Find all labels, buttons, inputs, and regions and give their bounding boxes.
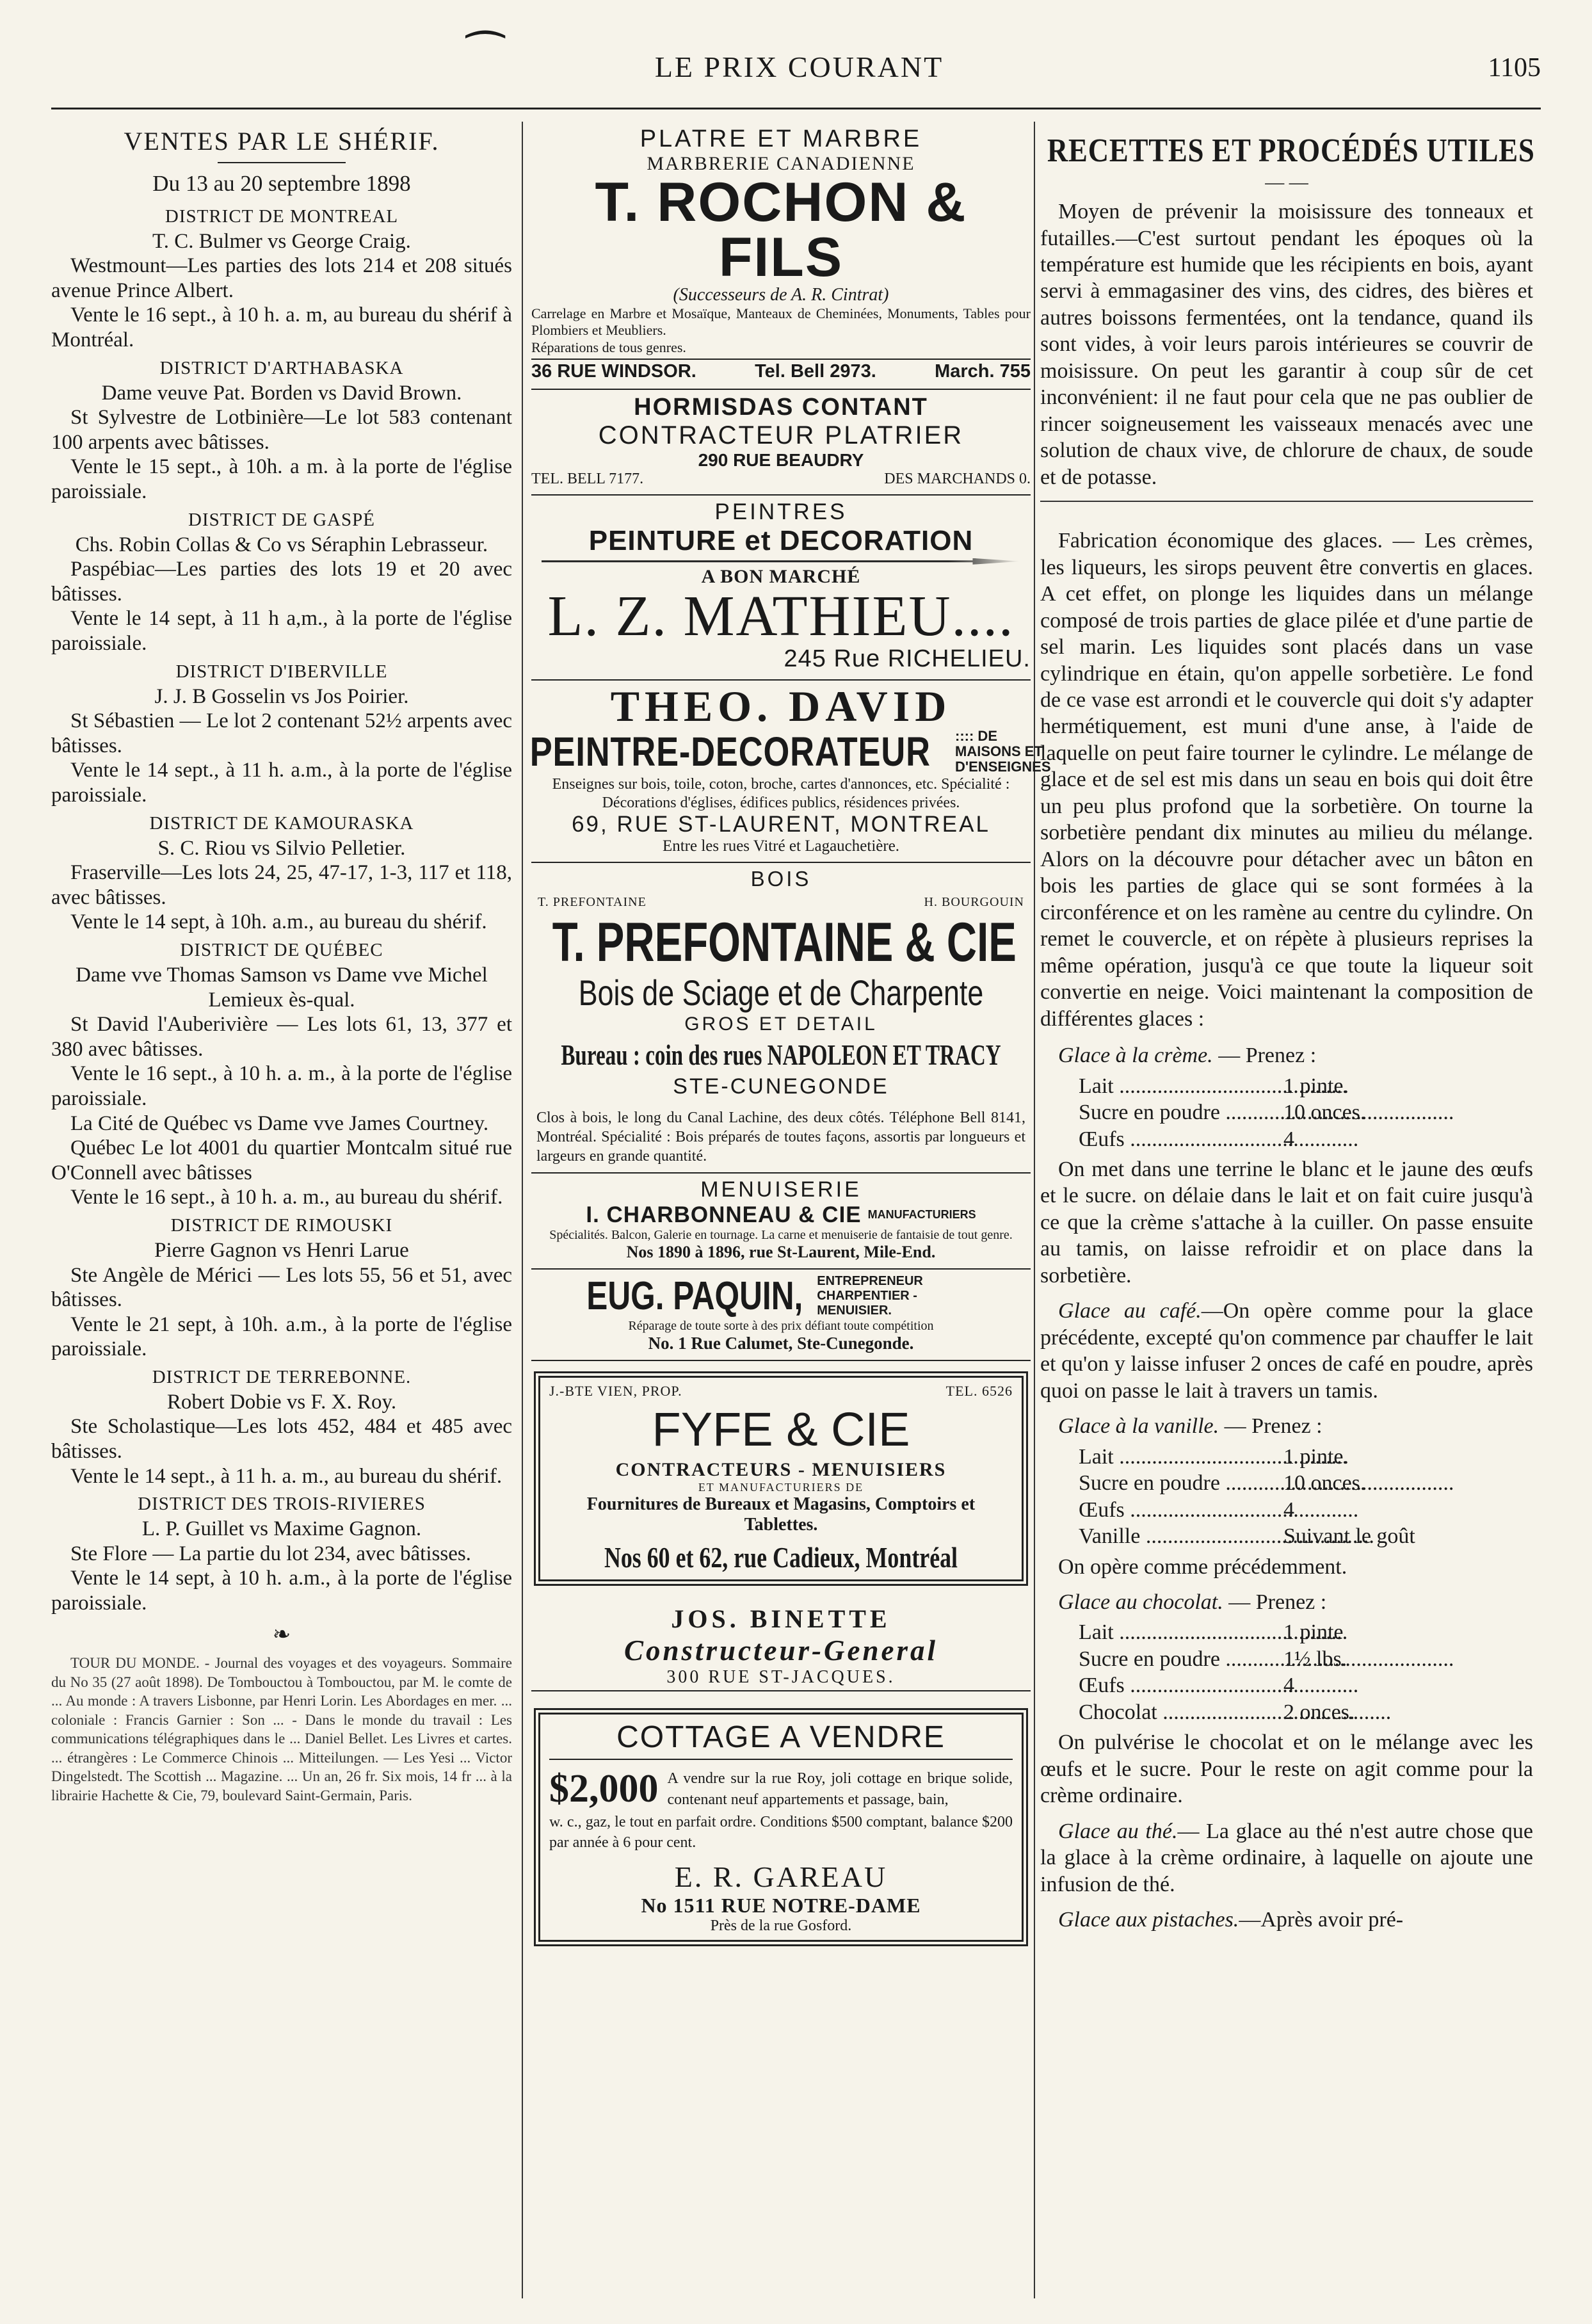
sale-detail: St Sylvestre de Lotbinière—Le lot 583 contenant 100 arpents avec bâtisses. xyxy=(51,406,512,454)
ingredient-quantity: 4 xyxy=(1283,1674,1294,1698)
ingredient-row xyxy=(1079,1444,1533,1470)
case-parties: Dame veuve Pat. Borden vs David Brown. xyxy=(101,381,462,405)
ad-contant-phones xyxy=(531,471,1031,488)
ad-rochon-contact xyxy=(531,359,1031,382)
ad-binette-name: JOS. BINETTE xyxy=(671,1604,891,1634)
partner-left: T. PREFONTAINE xyxy=(538,895,647,910)
the-text: — La glace au thé n'est autre chose que la glace à la crème ordinaire, à laquelle on ajoute une infusion de thé. xyxy=(1040,1819,1533,1896)
ad-contant-trade: CONTRACTEUR PLATRIER xyxy=(598,421,964,449)
recipes-heading: RECETTES ET PROCÉDÉS UTILES xyxy=(1047,133,1535,169)
ad-charbonneau xyxy=(531,1174,1031,1270)
case-parties: L. P. Guillet vs Maxime Gagnon. xyxy=(141,1517,422,1541)
ingredient-name: Sucre en poudre ..... xyxy=(1079,1470,1283,1496)
sale-detail: Vente le 14 sept, à 10 h. a.m., à la porte de l'église paroissiale. xyxy=(51,1567,512,1615)
ad-rochon-address: 36 RUE WINDSOR. xyxy=(531,360,696,382)
sale-detail: Vente le 14 sept, à 10h. a.m., au bureau du shérif. xyxy=(70,910,487,934)
ad-rochon-successors: (Successeurs de A. R. Cintrat) xyxy=(673,285,889,305)
district-heading: DISTRICT DE TERREBONNE. xyxy=(152,1366,412,1387)
column-rule-1 xyxy=(522,122,523,2298)
creme-ingredients xyxy=(1079,1073,1533,1152)
ad-contant xyxy=(531,390,1031,496)
district-heading: DISTRICT DE RIMOUSKI xyxy=(170,1214,393,1236)
ingredient-row xyxy=(1079,1497,1533,1523)
ad-cottage xyxy=(534,1708,1028,1946)
ad-mathieu-name: L. Z. MATHIEU.... xyxy=(547,584,1015,648)
vanille-title: Glace à la vanille. xyxy=(1058,1414,1219,1439)
ad-cottage-title: COTTAGE A VENDRE xyxy=(549,1720,1013,1760)
ad-prefontaine-desc: Clos à bois, le long du Canal Lachine, des deux côtés. Téléphone Bell 8141, Montréal. Spécialité : Bois préparés de toutes façons, assortis par longueurs et largeurs en grande quantité. xyxy=(536,1109,1025,1165)
ingredient-name: Œufs ..... xyxy=(1079,1497,1283,1523)
ad-prefontaine-partners xyxy=(538,895,1024,910)
ad-fyfe-address: Nos 60 et 62, rue Cadieux, Montréal xyxy=(604,1541,958,1574)
ingredient-quantity: 1½ lbs. xyxy=(1283,1647,1347,1671)
case-parties: Chs. Robin Collas & Co vs Séraphin Lebrasseur. xyxy=(75,533,488,556)
ingredient-row xyxy=(1079,1619,1533,1645)
pistache-title: Glace aux pistaches. xyxy=(1058,1908,1239,1932)
ingredient-quantity: 10 onces. xyxy=(1283,1471,1366,1496)
ingredient-quantity: 4 xyxy=(1283,1127,1294,1151)
ad-david-name: THEO. DAVID xyxy=(610,681,952,730)
ingredient-quantity: 1 pinte. xyxy=(1283,1074,1349,1098)
case-parties: Pierre Gagnon vs Henri Larue xyxy=(154,1238,409,1262)
ad-rochon-desc: Carrelage en Marbre et Mosaïque, Manteaux de Cheminées, Monuments, Tables pour Plombiers et Meubliers. xyxy=(531,305,1031,339)
case-parties: J. J. B Gosselin vs Jos Poirier. xyxy=(154,684,409,708)
ad-rochon-repairs: Réparations de tous genres. xyxy=(531,339,686,355)
partner-right: H. BOURGOUIN xyxy=(924,895,1024,910)
sale-detail: Vente le 14 sept, à 11 h a,m., à la porte de l'église paroissiale. xyxy=(51,607,512,656)
ad-prefontaine xyxy=(531,863,1031,1173)
vanille-after: On opère comme précédemment. xyxy=(1058,1554,1347,1579)
sale-detail: St David l'Auberivière — Les lots 61, 13, 377 et 380 avec bâtisses. xyxy=(51,1013,512,1061)
ad-contant-name: HORMISDAS CONTANT xyxy=(634,393,928,421)
cafe-paragraph xyxy=(1040,1298,1533,1404)
ad-binette-trade: Constructeur-General xyxy=(623,1634,938,1667)
ingredient-row xyxy=(1079,1099,1533,1126)
vanille-heading xyxy=(1040,1413,1533,1439)
case-parties: Robert Dobie vs F. X. Roy. xyxy=(166,1390,397,1414)
district-heading: DISTRICT D'ARTHABASKA xyxy=(159,357,404,378)
chocolat-title: Glace au chocolat. xyxy=(1058,1590,1223,1614)
ad-mathieu-tagline: A BON MARCHÉ xyxy=(701,565,861,587)
chocolat-heading xyxy=(1040,1589,1533,1615)
ad-paquin-name: EUG. PAQUIN, xyxy=(586,1273,803,1318)
ingredient-row xyxy=(1079,1646,1533,1672)
district-heading: DISTRICT DES TROIS-RIVIERES xyxy=(138,1494,426,1515)
ingredient-name: Œufs ..... xyxy=(1079,1126,1283,1152)
ad-david xyxy=(529,681,1051,864)
sale-detail: Vente le 16 sept., à 10 h. a. m, au bureau du shérif à Montréal. xyxy=(51,303,512,352)
ad-prefontaine-place: STE-CUNEGONDE xyxy=(673,1074,889,1099)
sale-detail: Vente le 21 sept, à 10h. a.m., à la porte de l'église paroissiale. xyxy=(51,1312,512,1361)
journal-title: LE PRIX COURANT xyxy=(654,51,944,83)
arrow-rule xyxy=(542,558,1021,565)
ad-rochon-subtitle: MARBRERIE CANADIENNE xyxy=(647,153,915,174)
ingredient-row xyxy=(1079,1126,1533,1152)
cafe-text: —On opère comme pour la glace précédente, excepté qu'on commence par chauffer le lait et qu'on y laisse infuser 2 onces de café en poudre, après quoi on passe le lait à travers un tamis. xyxy=(1040,1299,1533,1403)
ingredient-name: Œufs ..... xyxy=(1079,1672,1283,1699)
column-rule-2 xyxy=(1034,122,1035,2298)
district-heading: DISTRICT D'IBERVILLE xyxy=(175,661,388,682)
ad-cottage-text2: w. c., gaz, le tout en parfait ordre. Conditions $500 comptant, balance $200 par année à 6 pour cent. xyxy=(549,1814,1013,1852)
ingredient-quantity: 1 pinte xyxy=(1283,1620,1344,1645)
sale-detail: Québec Le lot 4001 du quartier Montcalm situé rue O'Connell avec bâtisses xyxy=(51,1136,512,1184)
ingredient-quantity: 10 onces. xyxy=(1283,1101,1366,1125)
running-head xyxy=(58,33,1541,95)
ad-prefontaine-name: T. PREFONTAINE & CIE xyxy=(552,912,1017,974)
pistache-text: —Après avoir pré- xyxy=(1239,1908,1404,1932)
sale-detail: Vente le 14 sept., à 11 h. a.m., à la porte de l'église paroissiale. xyxy=(51,759,512,807)
ad-prefontaine-product: Bois de Sciage et de Charpente xyxy=(578,972,984,1013)
the-title: Glace au thé. xyxy=(1058,1819,1178,1843)
district-heading: DISTRICT DE MONTREAL xyxy=(165,206,399,227)
case-parties: T. C. Bulmer vs George Craig. xyxy=(152,229,411,253)
creme-lead: — Prenez : xyxy=(1218,1044,1317,1068)
ad-fyfe-toprow xyxy=(549,1383,1013,1400)
district-heading: DISTRICT DE GASPÉ xyxy=(188,509,375,530)
ad-david-cross-streets: Entre les rues Vitré et Lagauchetière. xyxy=(662,837,900,855)
ad-charbonneau-side: MANUFACTURIERS xyxy=(867,1208,976,1222)
ad-fyfe-trade: CONTRACTEURS - MENUISIERS xyxy=(615,1458,947,1480)
ingredient-quantity: Suivant le goût xyxy=(1283,1524,1415,1549)
ad-mathieu-address: 245 Rue RICHELIEU. xyxy=(784,645,1031,672)
ad-fyfe-desc: Fournitures de Bureaux et Magasins, Comptoirs et Tablettes. xyxy=(586,1494,976,1535)
cafe-title: Glace au café. xyxy=(1058,1299,1202,1323)
ad-charbonneau-name-row xyxy=(531,1202,1031,1228)
sheriff-sales-column xyxy=(51,122,512,2305)
ad-fyfe-tel: TEL. 6526 xyxy=(945,1382,1013,1399)
chocolat-ingredients xyxy=(1079,1619,1533,1725)
ad-paquin xyxy=(531,1270,1031,1361)
ad-paquin-name-row xyxy=(531,1273,1031,1319)
ad-rochon-category: PLATRE ET MARBRE xyxy=(639,125,922,152)
creme-heading xyxy=(1040,1042,1533,1069)
recipe-ice-intro: Fabrication économique des glaces. — Les crèmes, les liqueurs, les sirops peuvent être convertis en glaces. A cet effet, on plonge les liquides dans un mélange composé de trois parties de glace pilée et d'une partie de sel marin. Les liquides sont placés dans un vase cylindrique en étain, qu'on appelle sorbetière. Le fond de ce vase est arrondi et le couvercle qui doit s'y adapter hermétiquement, est muni d'une anse, à l'aide de laquelle on peut faire tourner le cylindre. Le mélange de glace et de sel est mis dans un seau en bois qui doit être un peu plus profond que la sorbetière. On tourne la sorbetière pendant dix minutes au milieu du mélange. Alors on la découvre pour détacher avec un bâton en bois les parties de glace qui se sont formées à la circonférence et on les ramène au centre du cylindre. On remet le couvercle, et on répète à plusieurs reprises la même opération, jusqu'à ce que toute la liqueur soit convertie en neige. Voici maintenant la composition de différentes glaces : xyxy=(1040,529,1533,1031)
ad-rochon-name: T. ROCHON & FILS xyxy=(595,172,967,288)
ad-binette xyxy=(531,1596,1031,1698)
sale-detail: St Sébastien — Le lot 2 contenant 52½ arpents avec bâtisses. xyxy=(51,709,512,757)
ad-cottage-body xyxy=(549,1766,1013,1812)
ad-cottage-near: Près de la rue Gosford. xyxy=(710,1917,852,1934)
ad-rochon-march: March. 755 xyxy=(935,360,1031,382)
ad-prefontaine-wholesale: GROS ET DETAIL xyxy=(684,1013,878,1035)
sale-detail: Westmount—Les parties des lots 214 et 208 situés avenue Prince Albert. xyxy=(51,254,512,302)
short-rule xyxy=(218,162,346,163)
ad-fyfe-owner: J.-BTE VIEN, PROP. xyxy=(549,1382,682,1399)
ingredient-name: Vanille ..... xyxy=(1079,1523,1283,1549)
ingredient-name: Lait ..... xyxy=(1079,1073,1283,1099)
ad-fyfe-name: FYFE & CIE xyxy=(652,1402,910,1456)
ingredient-name: Sucre en poudre ..... xyxy=(1079,1099,1283,1126)
ingredient-quantity: 4 xyxy=(1283,1497,1294,1522)
ornament-mark: ⁀ xyxy=(467,33,504,83)
district-list xyxy=(51,206,512,1616)
ad-charbonneau-category: MENUISERIE xyxy=(700,1177,862,1202)
ad-paquin-address: No. 1 Rue Calumet, Ste-Cunegonde. xyxy=(648,1333,914,1353)
ad-contant-tel: TEL. BELL 7177. xyxy=(531,470,644,487)
ad-cottage-address: No 1511 RUE NOTRE-DAME xyxy=(641,1893,921,1917)
ad-fyfe-mfg: ET MANUFACTURIERS DE xyxy=(698,1480,864,1494)
ad-david-trade-row xyxy=(529,727,1051,775)
ad-paquin-desc: Réparage de toute sorte à des prix défiant toute compétition xyxy=(628,1318,934,1333)
case-parties: S. C. Riou vs Silvio Pelletier. xyxy=(157,836,406,860)
sale-detail: Ste Angèle de Mérici — Les lots 55, 56 et 51, avec bâtisses. xyxy=(51,1263,512,1312)
ad-rochon-tel: Tel. Bell 2973. xyxy=(755,360,876,382)
sale-detail: Paspébiac—Les parties des lots 19 et 20 avec bâtisses. xyxy=(51,558,512,606)
sheriff-sales-heading: VENTES PAR LE SHÉRIF. xyxy=(124,127,440,156)
ad-cottage-price: $2,000 xyxy=(549,1767,659,1811)
sale-detail: Vente le 16 sept., à 10 h. a. m., au bureau du shérif. xyxy=(70,1186,503,1209)
sale-detail: Vente le 16 sept., à 10 h. a. m., à la porte de l'église paroissiale. xyxy=(51,1062,512,1110)
ad-cottage-agent: E. R. GAREAU xyxy=(674,1860,888,1893)
ad-charbonneau-name: I. CHARBONNEAU & CIE xyxy=(586,1202,862,1227)
recipe-mold: Moyen de prévenir la moisissure des tonneaux et futailles.—C'est surtout pendant les époques où la température est humide que les récipients en bois, ayant servi à emmagasiner des vins, des cidres, des bières et autres boissons fermentées, ont la tendance, quand ils sont vides, à voir leurs parois intérieures se couvrir de moisissure. On peut les garantir à coup sûr de cet inconvénient: il ne faut pour cela que ne pas oublier de rincer soigneusement les vaisseaux menacés avec une solution de chaux vive, de chlorure de chaux, de soude et de potasse. xyxy=(1040,200,1533,489)
ingredient-name: Sucre en poudre ..... xyxy=(1079,1646,1283,1672)
vanille-ingredients xyxy=(1079,1444,1533,1550)
sale-detail: Vente le 15 sept., à 10h. a m. à la porte de l'église paroissiale. xyxy=(51,455,512,504)
vanille-lead: — Prenez : xyxy=(1224,1414,1323,1439)
the-paragraph xyxy=(1040,1818,1533,1898)
ingredient-quantity: 2 onces. xyxy=(1283,1700,1355,1724)
ad-david-address: 69, RUE ST-LAURENT, MONTREAL xyxy=(572,812,990,837)
ad-david-trade-side: :::: DE MAISONS ET D'ENSEIGNES xyxy=(955,727,1051,775)
ad-charbonneau-desc: Spécialités. Balcon, Galerie en tournage. La carne et menuiserie de fantaisie de tout genre. xyxy=(549,1227,1013,1242)
chocolat-method: On pulvérise le chocolat et on le mélange avec les œufs et le sucre. Pour le reste on agit comme pour la crème ordinaire. xyxy=(1040,1731,1533,1808)
pistache-paragraph xyxy=(1040,1907,1533,1933)
fleuron-separator: ❧ xyxy=(272,1622,291,1647)
section-rule xyxy=(1040,501,1533,502)
ad-paquin-side: ENTREPRENEUR CHARPENTIER - MENUISIER. xyxy=(817,1273,923,1318)
ingredient-row xyxy=(1079,1523,1533,1549)
advertisements-column xyxy=(529,122,1051,2305)
ad-mathieu xyxy=(531,496,1031,681)
ad-mathieu-category: PEINTRES xyxy=(714,499,848,524)
tour-du-monde-notice: TOUR DU MONDE. - Journal des voyages et des voyageurs. Sommaire du No 35 (27 août 1898). De Tombouctou à Tombouctou, par M. le comte de ... Au monde : A travers Lisbonne, par Henri Lorin. Les Abordages en mer. ... coloniale : Francis Garnier : Son ... - Dans le monde du travail : Les communications télégraphiques dans le ... Daniel Bellet. Les Livres et cartes. ... étrangères : Le Commerce Chinois ... Mitteilungen. — Les Yesi ... Victor Dingelstedt. The Scottish ... Magazine. ... Un an, 26 fr. Six mois, 14 fr ... à la librairie Hachette & Cie, 79, boulevard Saint-Germain, Paris. xyxy=(51,1655,512,1804)
sales-dates: Du 13 au 20 septembre 1898 xyxy=(152,170,411,196)
ingredient-quantity: 1 pinte. xyxy=(1283,1444,1349,1469)
ad-binette-address: 300 RUE ST-JACQUES. xyxy=(531,1667,1031,1691)
recipes-dash: — — xyxy=(1265,172,1308,193)
ingredient-name: Chocolat ..... xyxy=(1079,1699,1283,1725)
recipes-column xyxy=(1040,122,1533,2305)
district-heading: DISTRICT DE QUÉBEC xyxy=(180,939,383,960)
ad-mathieu-trade: PEINTURE et DECORATION xyxy=(588,524,974,556)
ad-rochon xyxy=(531,122,1031,390)
sale-detail: Ste Flore — La partie du lot 234, avec bâtisses. xyxy=(70,1542,471,1565)
sale-detail: Ste Scholastique—Les lots 452, 484 et 485 avec bâtisses. xyxy=(51,1415,512,1464)
ingredient-row xyxy=(1079,1672,1533,1699)
creme-title: Glace à la crème. xyxy=(1058,1044,1213,1068)
case-parties: Dame vve Thomas Samson vs Dame vve Michel Lemieux ès-qual. xyxy=(76,963,488,1012)
ad-fyfe xyxy=(534,1371,1028,1586)
header-rule xyxy=(51,108,1541,109)
chocolat-lead: — Prenez : xyxy=(1228,1590,1327,1614)
ad-prefontaine-bureau: Bureau : coin des rues NAPOLEON ET TRACY xyxy=(561,1038,1001,1071)
ad-david-trade: PEINTRE-DECORATEUR xyxy=(529,728,931,775)
ad-charbonneau-address: Nos 1890 à 1896, rue St-Laurent, Mile-End. xyxy=(626,1242,936,1261)
page-number: 1105 xyxy=(1488,53,1541,83)
creme-method: On met dans une terrine le blanc et le jaune des œufs et le sucre. on délaie dans le lait et on fait cuire jusqu'à ce que la crème s'attache à la cuiller. On passe ensuite au tamis, on laisse refroidir et on place dans la sorbetière. xyxy=(1040,1157,1533,1287)
ad-david-desc: Enseignes sur bois, toile, coton, broche, cartes d'annonces, etc. Spécialité : Décorations d'églises, édifices publics, résidences privées. xyxy=(552,775,1010,811)
ad-contant-march: DES MARCHANDS 0. xyxy=(884,470,1031,487)
ingredient-row xyxy=(1079,1470,1533,1496)
sale-detail: La Cité de Québec vs Dame vve James Courtney. xyxy=(70,1111,489,1135)
ingredient-row xyxy=(1079,1073,1533,1099)
ingredient-row xyxy=(1079,1699,1533,1725)
sale-detail: Vente le 14 sept., à 11 h. a. m., au bureau du shérif. xyxy=(70,1464,503,1488)
ad-contant-address: 290 RUE BEAUDRY xyxy=(698,449,864,470)
ingredient-name: Lait ..... xyxy=(1079,1619,1283,1645)
sale-detail: Fraserville—Les lots 24, 25, 47-17, 1-3, 117 et 118, avec bâtisses. xyxy=(51,861,512,909)
ingredient-name: Lait ..... xyxy=(1079,1444,1283,1470)
ad-prefontaine-category: BOIS xyxy=(750,867,812,891)
district-heading: DISTRICT DE KAMOURASKA xyxy=(149,812,414,834)
ad-cottage-text1: A vendre sur la rue Roy, joli cottage en brique solide, contenant neuf appartements et passage, bain, xyxy=(667,1770,1013,1808)
